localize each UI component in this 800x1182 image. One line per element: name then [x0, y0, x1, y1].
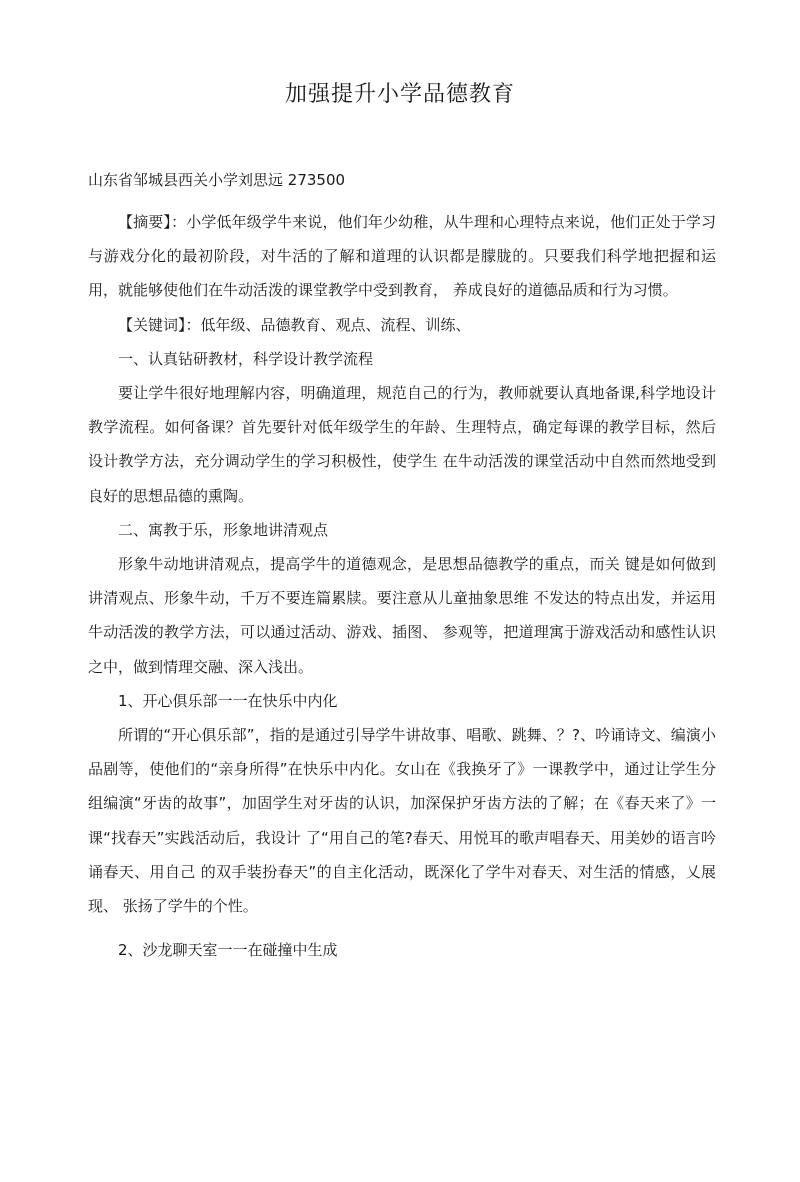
- subsection-heading-1: 1、开心俱乐部一一在快乐中内化: [118, 691, 338, 710]
- document-title: 加强提升小学品德教育: [284, 82, 515, 107]
- document-body: [88, 205, 716, 967]
- section-heading-1: 一、认真钻研教材，科学设计教学流程: [118, 349, 374, 368]
- abstract-paragraph: 【摘要】：小学低年级学牛来说，他们年少幼稚，从牛理和心理特点来说，他们正处于学习与游戏分化的最初阶段，对牛活的了解和道理的认识都是朦胧的。只要我们科学地把握和运用，就能够使他们在牛动活泼的课堂教学中受到教育， 养成良好的道德品质和行为习惯。: [88, 213, 716, 300]
- body-paragraph: 要让学牛很好地理解内容，明确道理，规范自己的行为，教师就要认真地备课,科学地设计教学流程。如何备课？首先要针对低年级学生的年龄、生理特点，确定每课的教学目标，然后设计教学方法，充分调动学生的学习积极性，使学生 在牛动活泼的课堂活动中自然而然地受到良好的思想品德的熏陶。: [88, 384, 716, 505]
- body-paragraph: 所谓的“开心俱乐部”，指的是通过引导学牛讲故事、唱歌、跳舞、？?、吟诵诗文、编演小品剧等，使他们的“亲身所得”在快乐中内化。女山在《我换牙了》一课教学中，通过让学生分组编演“牙齿的故事”，加固学生对牙齿的认识，加深保护牙齿方法的了解；在《春天来了》一课“找春天”实践活动后，我设计 了“用自己的笔?春天、用悦耳的歌声唱春天、用美妙的语言吟诵春天、用自己 的双手装扮春天”的自主化活动，既深化了学牛对春天、对生活的情感，乂展现、 张扬了学牛的个性。: [88, 726, 716, 916]
- subsection-heading-2: 2、沙龙聊天室一一在碰撞中生成: [118, 941, 338, 960]
- keywords-paragraph: 【关键词】：低年级、品德教育、观点、流程、训练、: [118, 315, 471, 334]
- section-heading-2: 二、寓教于乐，形象地讲清观点: [118, 520, 329, 539]
- author-line: 山东省邹城县西关小学刘思远 273500: [88, 171, 346, 189]
- body-paragraph: 形象牛动地讲清观点，提高学牛的道德观念，是思想品德教学的重点，而关 键是如何做到讲清观点、形象牛动，千万不要连篇累牍。要注意从儿童抽象思维 不发达的特点出发，并运用牛动活泼的教学方法，可以通过活动、游戏、插图、 参观等，把道理寓于游戏活动和感性认识之中，做到情理交融、深入浅出。: [88, 555, 716, 676]
